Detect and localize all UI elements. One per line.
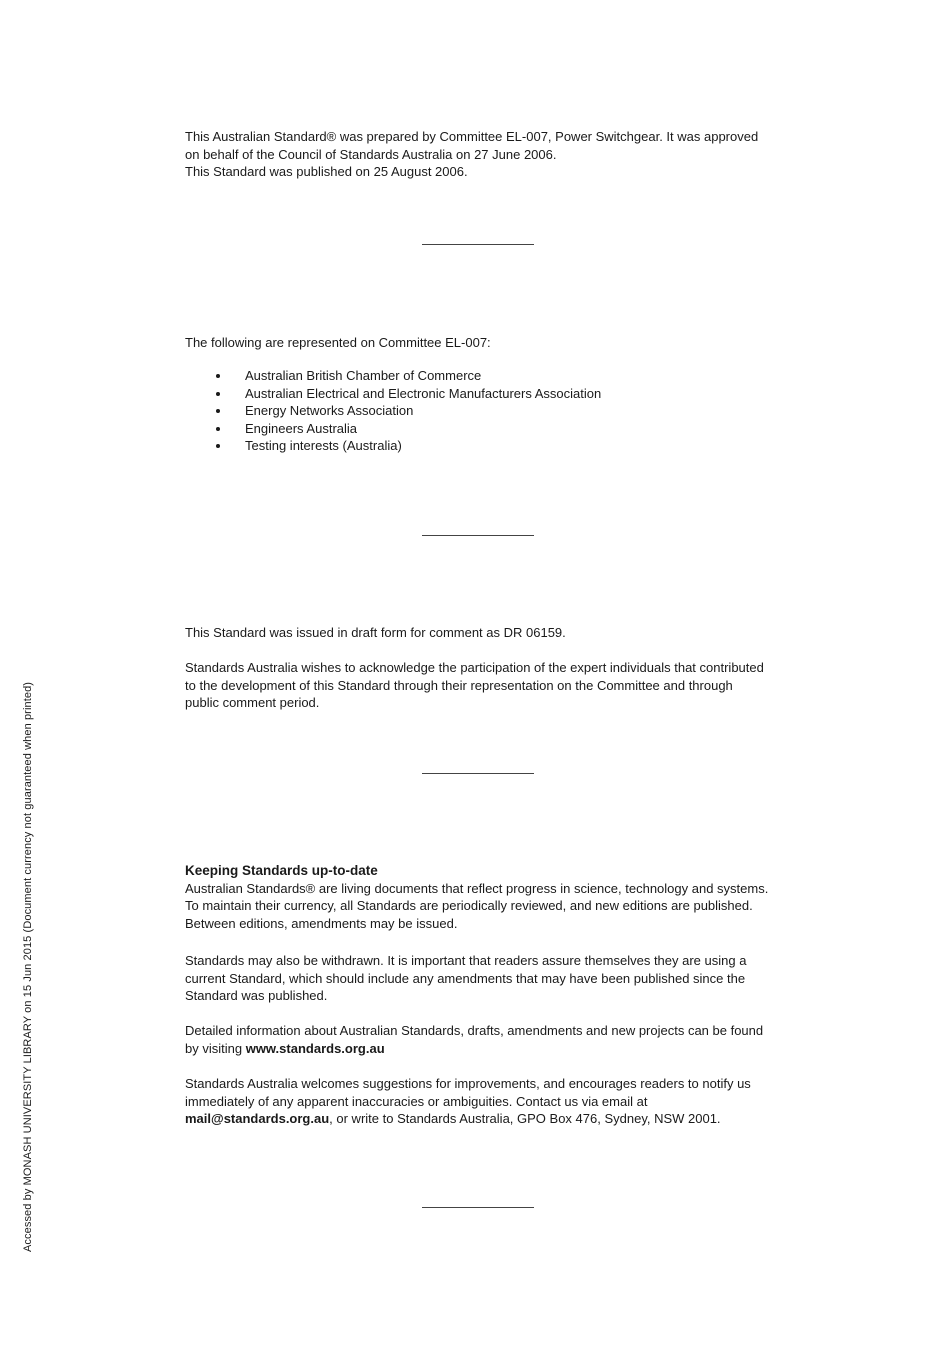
- draft-note-text: This Standard was issued in draft form for comment as DR 06159.: [185, 625, 566, 640]
- acknowledgement-paragraph: [185, 659, 770, 712]
- suggestions-text: Standards Australia welcomes suggestions for improvements, and encourages readers to notify us immediately of any apparent inaccuracies or ambiguities. Contact us via email at: [185, 1076, 751, 1109]
- preface-prepared-paragraph: [185, 128, 770, 181]
- committee-members-list: [185, 367, 770, 455]
- list-item: • Testing interests (Australia): [231, 437, 770, 455]
- library-access-note: Accessed by MONASH UNIVERSITY LIBRARY on 15 Jun 2015 (Document currency not guaranteed when printed): [22, 681, 34, 1252]
- prepared-by-text: This Australian Standard® was prepared by Committee EL-007, Power Switchgear. It was approved on behalf of the Council of Standards Australia on 27 June 2006.: [185, 129, 759, 162]
- detailed-info-text: Detailed information about Australian Standards, drafts, amendments and new projects can be found by visiting: [185, 1023, 764, 1056]
- withdrawn-paragraph: [185, 952, 770, 1005]
- withdrawn-text: Standards may also be withdrawn. It is important that readers assure themselves they are using a current Standard, which should include any amendments that may have been published since the Standard was published.: [185, 953, 747, 1004]
- divider-rule: [422, 1207, 534, 1208]
- section-divider-4: [185, 1207, 770, 1208]
- keeping-up-to-date-heading: Keeping Standards up-to-date: [185, 863, 378, 878]
- keeping-up-to-date-section: [185, 862, 770, 932]
- email-text: mail@standards.org.au: [185, 1111, 330, 1127]
- list-item: • Energy Networks Association: [231, 402, 770, 420]
- suggestions-paragraph: [185, 1075, 770, 1128]
- list-item: • Australian Electrical and Electronic Manufacturers Association: [231, 385, 770, 403]
- draft-note-paragraph: [185, 624, 770, 642]
- section-divider-2: [185, 535, 770, 536]
- suggestions-text-after: , or write to Standards Australia, GPO Box 476, Sydney, NSW 2001.: [329, 1111, 721, 1127]
- divider-rule: [422, 244, 534, 245]
- section-divider-1: [185, 244, 770, 245]
- list-item: • Australian British Chamber of Commerce: [231, 367, 770, 385]
- website-text: www.standards.org.au: [245, 1040, 385, 1056]
- list-item: • Engineers Australia: [231, 420, 770, 438]
- acknowledgement-text: Standards Australia wishes to acknowledge the participation of the expert individuals that contributed to the development of this Standard through their representation on the Committee and through public comment period.: [185, 660, 764, 711]
- published-text: This Standard was published on 25 August 2006.: [185, 164, 468, 180]
- detailed-info-paragraph: [185, 1022, 770, 1057]
- section-divider-3: [185, 773, 770, 774]
- committee-intro-paragraph: [185, 334, 770, 352]
- divider-rule: [422, 535, 534, 536]
- committee-intro-text: The following are represented on Committee EL-007:: [185, 335, 491, 350]
- living-documents-paragraph: Australian Standards® are living documents that reflect progress in science, technology and systems. To maintain their currency, all Standards are periodically reviewed, and new editions are published. Between editions, amendments may be issued.: [185, 880, 769, 931]
- divider-rule: [422, 773, 534, 774]
